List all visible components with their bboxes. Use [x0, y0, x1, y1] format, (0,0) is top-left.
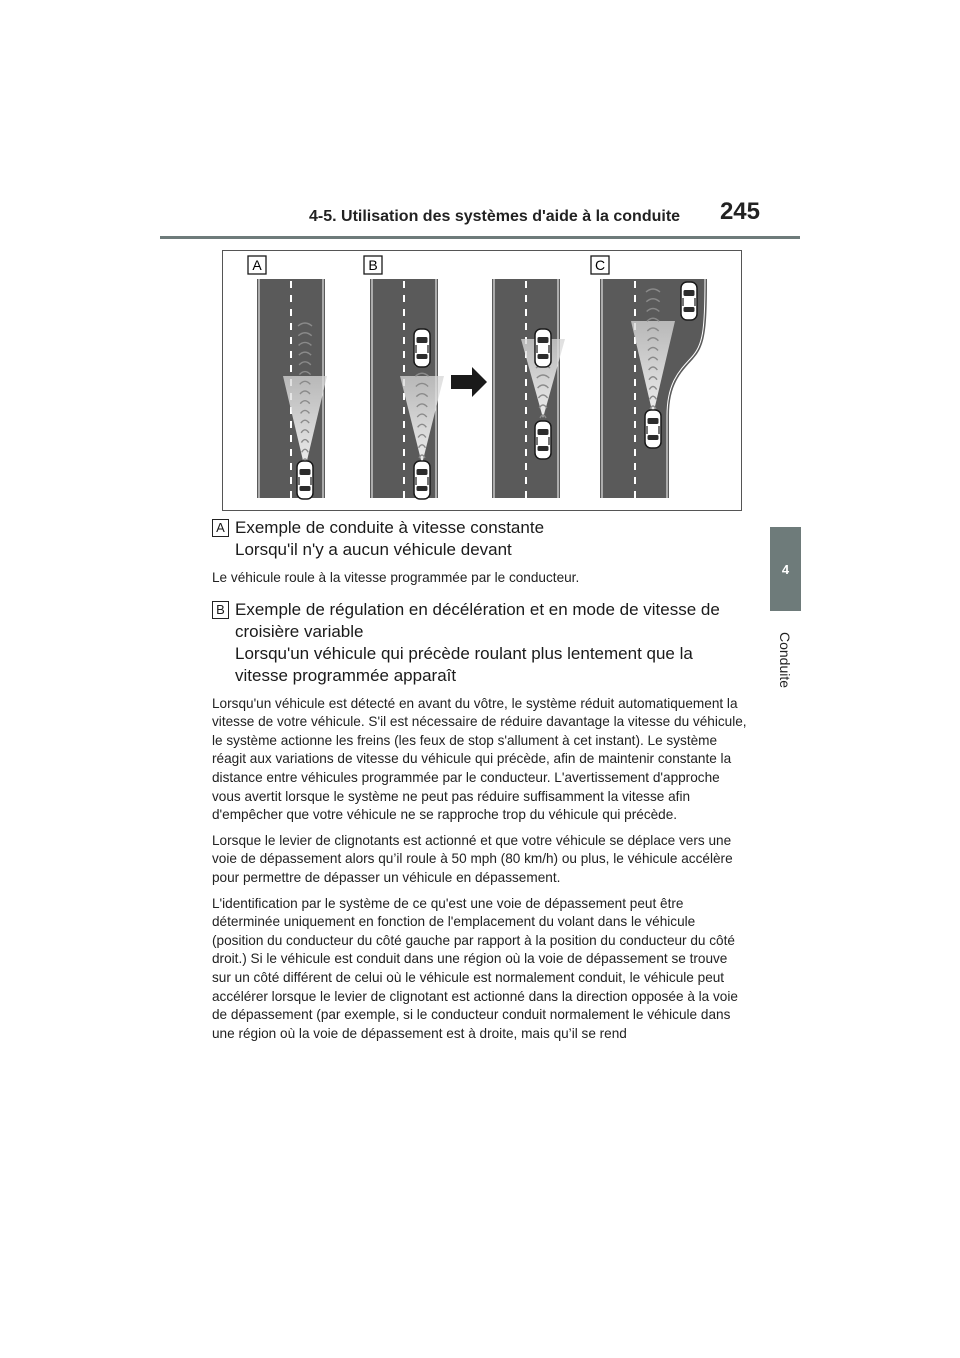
section-a-marker: A	[212, 519, 229, 537]
car-a-own	[297, 461, 313, 499]
car-b1-lead	[414, 329, 430, 367]
road-b2	[492, 279, 565, 498]
section-title: 4-5. Utilisation des systèmes d'aide à la conduite	[309, 208, 681, 225]
section-b-heading-3: Lorsqu'un véhicule qui précède roulant plus lentement que la	[235, 643, 693, 663]
label-c	[591, 256, 609, 274]
car-b1-own	[414, 461, 430, 499]
page-header	[160, 200, 800, 239]
label-b	[364, 256, 382, 274]
transition-arrow	[451, 367, 487, 397]
illustration-svg	[223, 251, 741, 510]
section-b	[212, 599, 747, 687]
car-c-passing	[681, 282, 697, 320]
section-a-heading-2: Lorsqu'il n'y a aucun véhicule devant	[235, 540, 512, 559]
svg-text:A: A	[252, 257, 262, 273]
cruise-control-illustration	[222, 250, 742, 511]
car-b2-lead	[535, 329, 551, 367]
text-content	[212, 517, 747, 1043]
section-b-paragraph-3: L'identification par le système de ce qu'est une voie de dépassement peut être déterminée uniquement en fonction de l'emplacement du volant dans le véhicule (position du conducteur du côté gauche par rapport à la position du conducteur du côté droit.) Si le véhicule est conduit dans une région où la voie de dépassement se trouve sur un côté différent de celui où le véhicule est normalement conduit, le véhicule peut accélérer lorsque le levier de clignotant est actionné dans la direction opposée à la voie de dépassement (par exemple, si le conducteur conduit normalement le véhicule dans une région où la voie de dépassement est à droite, mais qu’il se rend	[212, 895, 738, 1041]
car-c-own	[645, 410, 661, 448]
section-b-paragraph-1: Lorsqu'un véhicule est détecté en avant du vôtre, le système réduit automatiquement la vitesse de votre véhicule. S'il est nécessaire de réduire davantage la vitesse du véhicule, le système actionne les freins (les feux de stop s'allument à cet instant). Le système réagit aux variations de vitesse du véhicule qui précède, afin de maintenir constante la distance entre véhicules programmée par le conducteur. L'avertissement d'approche vous avertit lorsque le système ne peut pas réduire suffisamment la vitesse afin d'empêcher que votre véhicule ne se rapproche trop du véhicule qui précède.	[212, 695, 747, 823]
chapter-tab[interactable]	[770, 527, 801, 611]
page-number: 245	[719, 198, 760, 225]
section-b-paragraph-2: Lorsque le levier de clignotants est actionné et que votre véhicule se déplace vers une voie de dépassement alors qu’il roule à 50 mph (80 km/h) ou plus, le véhicule accélère pour permettre de dépasser un véhicule en dépassement.	[212, 832, 733, 885]
chapter-label-text: Conduite	[777, 631, 794, 689]
road-a	[257, 279, 327, 498]
chapter-label	[762, 620, 808, 700]
section-a-paragraph-1: Le véhicule roule à la vitesse programmée par le conducteur.	[212, 570, 580, 585]
svg-text:C: C	[594, 257, 606, 273]
section-a-heading-1: Exemple de conduite à vitesse constante	[235, 518, 545, 537]
chapter-number: 4	[781, 561, 790, 577]
section-b-heading-4: vitesse programmée apparaît	[235, 665, 457, 685]
section-b-heading-2: croisière variable	[235, 621, 364, 641]
section-a	[212, 517, 747, 561]
road-b1	[370, 279, 444, 498]
section-b-marker: B	[212, 601, 229, 619]
svg-text:B: B	[368, 257, 378, 273]
car-b2-own	[535, 421, 551, 459]
label-a	[248, 256, 266, 274]
section-b-heading-1: Exemple de régulation en décélération et en mode de vitesse de	[235, 599, 720, 619]
